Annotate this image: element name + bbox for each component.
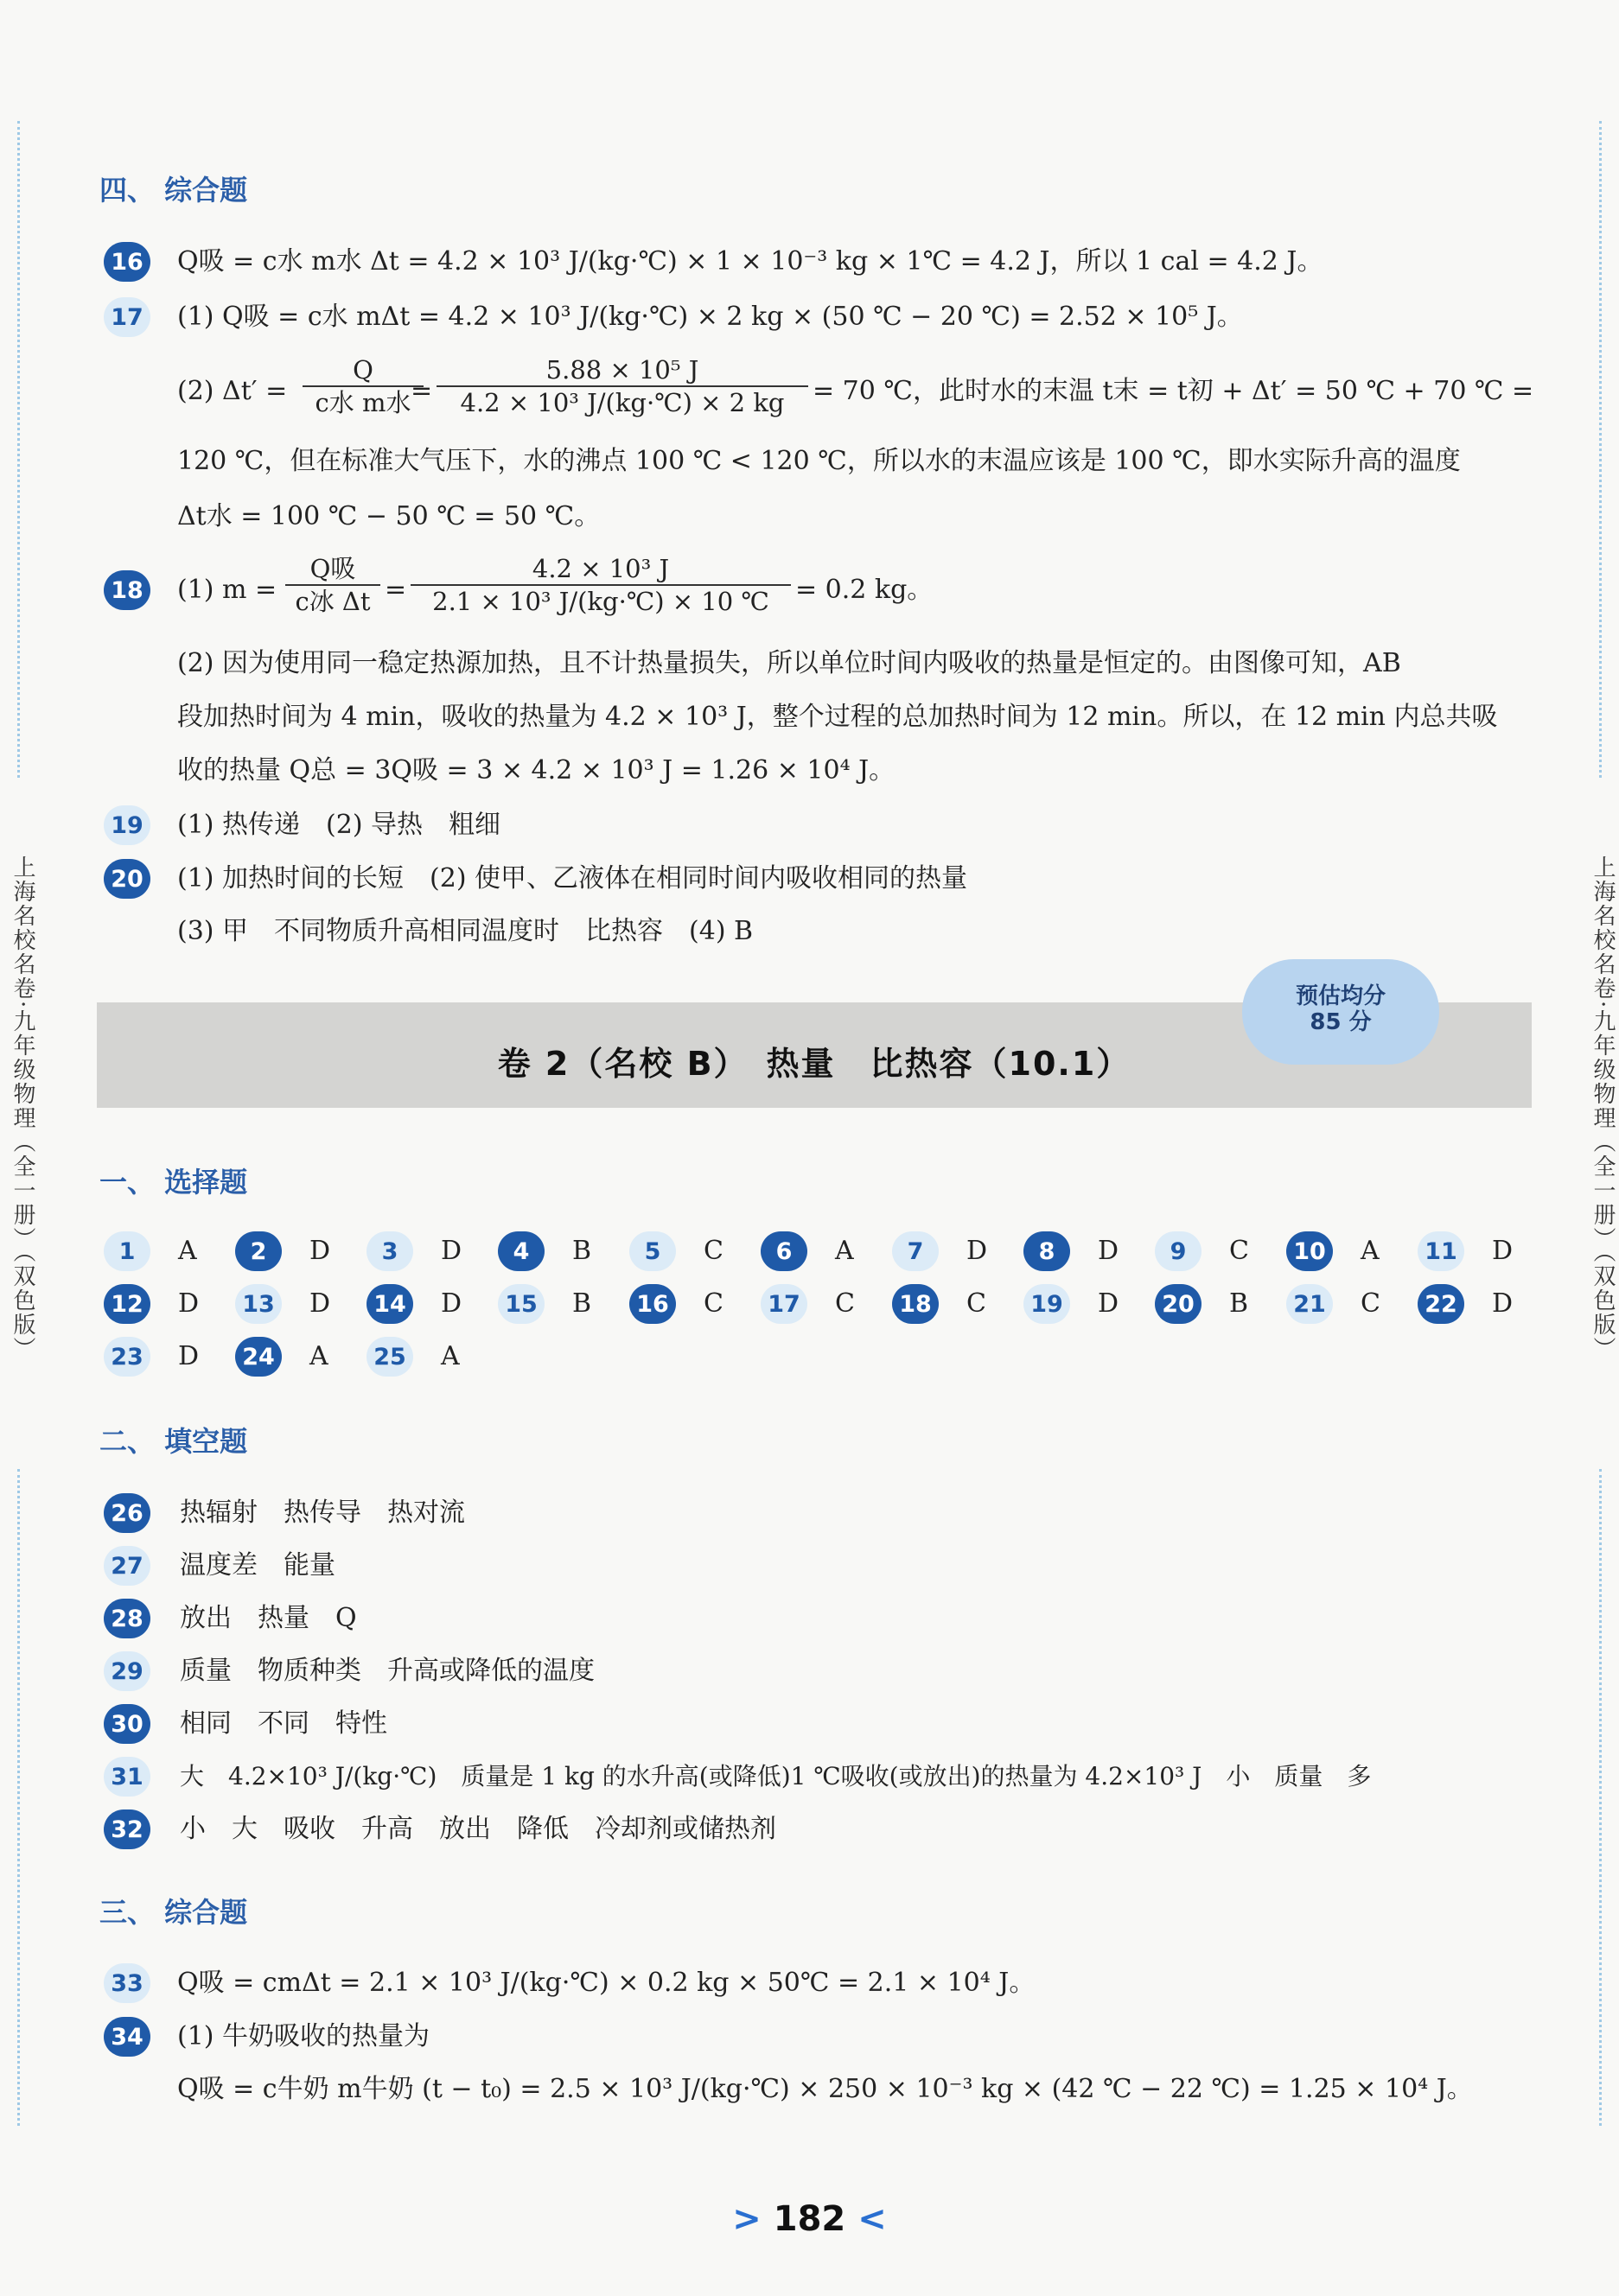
page-right-mark: < [857, 2199, 887, 2239]
fraction-numerator: Q吸 [285, 553, 380, 586]
section-3-title: 三、 综合题 [99, 1896, 248, 1929]
mc-question-25-badge: 25 [367, 1337, 413, 1377]
fill-question-29-answer: 质量 物质种类 升高或降低的温度 [180, 1656, 595, 1686]
question-16-badge: 16 [104, 242, 150, 282]
fill-question-26-badge: 26 [104, 1493, 150, 1533]
mc-question-11-badge: 11 [1418, 1231, 1464, 1271]
page-number [0, 2199, 1619, 2239]
fill-question-28-badge: 28 [104, 1599, 150, 1638]
mc-question-18-badge: 18 [892, 1284, 939, 1324]
question-17-equals: = [411, 376, 433, 406]
right-dotted-rule [1599, 121, 1602, 778]
fraction-numerator: 5.88 × 10⁵ J [437, 354, 808, 387]
question-20-line-1: (1) 加热时间的长短 (2) 使甲、乙液体在相同时间内吸收相同的热量 [177, 863, 968, 894]
fill-question-32-answer: 小 大 吸收 升高 放出 降低 冷却剂或储热剂 [180, 1814, 776, 1844]
fraction-denominator: c冰 Δt [295, 587, 371, 616]
page-left-mark: > [732, 2199, 762, 2239]
mc-question-19-badge: 19 [1023, 1284, 1070, 1324]
question-33-badge: 33 [104, 1963, 150, 2003]
mc-question-4-badge: 4 [498, 1231, 545, 1271]
question-16-answer: Q吸 = c水 m水 Δt = 4.2 × 10³ J/(kg·℃) × 1 × 10⁻³ kg × 1℃ = 4.2 J，所以 1 cal = 4.2 J。 [177, 246, 1323, 277]
mc-question-22-badge: 22 [1418, 1284, 1464, 1324]
section-4-title: 四、 综合题 [99, 174, 248, 207]
mc-question-8-answer: D [1098, 1236, 1119, 1266]
mc-question-14-badge: 14 [367, 1284, 413, 1324]
page-number-value: 182 [773, 2199, 846, 2239]
question-17-badge: 17 [104, 297, 150, 337]
mc-question-1-badge: 1 [104, 1231, 150, 1271]
mc-question-13-answer: D [309, 1288, 331, 1319]
mc-question-3-badge: 3 [367, 1231, 413, 1271]
fill-question-29-badge: 29 [104, 1651, 150, 1691]
fill-question-27-badge: 27 [104, 1546, 150, 1586]
fraction-numerator: 4.2 × 10³ J [411, 553, 791, 586]
mc-question-6-answer: A [835, 1236, 854, 1266]
mc-question-4-answer: B [572, 1236, 592, 1266]
mc-question-16-answer: C [704, 1288, 723, 1319]
question-33-answer: Q吸 = cmΔt = 2.1 × 10³ J/(kg·℃) × 0.2 kg × 50℃ = 2.1 × 10⁴ J。 [177, 1968, 1036, 1998]
mc-question-12-answer: D [178, 1288, 200, 1319]
section-2-title: 二、 填空题 [99, 1425, 248, 1458]
bubble-score: 85 分 [1310, 1009, 1372, 1035]
fill-question-28-answer: 放出 热量 Q [180, 1603, 357, 1633]
left-dotted-rule [17, 121, 20, 778]
mc-question-24-answer: A [309, 1341, 328, 1371]
question-18-tail: = 0.2 kg。 [795, 575, 934, 605]
mc-question-16-badge: 16 [629, 1284, 676, 1324]
mc-question-10-badge: 10 [1286, 1231, 1333, 1271]
mc-question-6-badge: 6 [761, 1231, 807, 1271]
question-18-part-2-line-2: 段加热时间为 4 min，吸收的热量为 4.2 × 10³ J，整个过程的总加热时间为 12 min。所以，在 12 min 内总共吸 [177, 702, 1498, 732]
mc-question-18-answer: C [966, 1288, 986, 1319]
mc-question-15-badge: 15 [498, 1284, 545, 1324]
mc-question-23-badge: 23 [104, 1337, 150, 1377]
left-dotted-rule-lower [17, 1469, 20, 2126]
fill-question-32-badge: 32 [104, 1809, 150, 1849]
question-17-part-2-tail: = 70 ℃，此时水的末温 t末 = t初 + Δt′ = 50 ℃ + 70 ℃ = [813, 376, 1534, 406]
question-18-part-2-line-3: 收的热量 Q总 = 3Q吸 = 3 × 4.2 × 10³ J = 1.26 × 10⁴ J。 [177, 755, 896, 785]
question-18-lead: (1) m = [177, 575, 277, 605]
mc-question-5-badge: 5 [629, 1231, 676, 1271]
mc-question-9-answer: C [1229, 1236, 1249, 1266]
mc-question-17-answer: C [835, 1288, 855, 1319]
fraction-denominator: 4.2 × 10³ J/(kg·℃) × 2 kg [460, 388, 785, 417]
question-17-fraction-1 [303, 354, 424, 418]
fill-question-26-answer: 热辐射 热传导 热对流 [180, 1498, 465, 1528]
right-dotted-rule-lower [1599, 1469, 1602, 2126]
mc-question-2-answer: D [309, 1236, 331, 1266]
fill-question-31-badge: 31 [104, 1757, 150, 1797]
mc-question-22-answer: D [1492, 1288, 1514, 1319]
mc-question-5-answer: C [704, 1236, 723, 1266]
mc-question-14-answer: D [441, 1288, 462, 1319]
question-18-fraction-1 [285, 553, 380, 617]
mc-question-9-badge: 9 [1155, 1231, 1202, 1271]
mc-question-13-badge: 13 [235, 1284, 282, 1324]
mc-question-12-badge: 12 [104, 1284, 150, 1324]
mc-question-2-badge: 2 [235, 1231, 282, 1271]
mc-question-7-answer: D [966, 1236, 988, 1266]
question-18-part-2-line-1: (2) 因为使用同一稳定热源加热，且不计热量损失，所以单位时间内吸收的热量是恒定的。由图像可知，AB [177, 648, 1401, 678]
mc-question-3-answer: D [441, 1236, 462, 1266]
fill-question-30-badge: 30 [104, 1704, 150, 1744]
mc-question-11-answer: D [1492, 1236, 1514, 1266]
question-34-line-1: (1) 牛奶吸收的热量为 [177, 2021, 430, 2051]
section-1-title: 一、 选择题 [99, 1166, 248, 1199]
mc-question-15-answer: B [572, 1288, 592, 1319]
mc-question-10-answer: A [1361, 1236, 1380, 1266]
question-18-fraction-2 [411, 553, 791, 617]
bubble-label: 预估均分 [1295, 983, 1386, 1009]
mc-question-7-badge: 7 [892, 1231, 939, 1271]
question-17-part-2-line-3: Δt水 = 100 ℃ − 50 ℃ = 50 ℃。 [177, 501, 601, 531]
question-17-part-1: (1) Q吸 = c水 mΔt = 4.2 × 10³ J/(kg·℃) × 2 kg × (50 ℃ − 20 ℃) = 2.52 × 10⁵ J。 [177, 302, 1243, 332]
fill-question-27-answer: 温度差 能量 [180, 1550, 335, 1580]
mc-question-21-badge: 21 [1286, 1284, 1333, 1324]
mc-question-25-answer: A [441, 1341, 460, 1371]
mc-question-1-answer: A [178, 1236, 197, 1266]
side-label-right: 上海名校名卷·九年级物理（全一册）（双色版） [1590, 855, 1616, 1362]
fill-question-30-answer: 相同 不同 特性 [180, 1708, 387, 1739]
mc-question-20-badge: 20 [1155, 1284, 1202, 1324]
fraction-denominator: 2.1 × 10³ J/(kg·℃) × 10 ℃ [432, 587, 769, 616]
question-34-badge: 34 [104, 2017, 150, 2057]
question-19-badge: 19 [104, 805, 150, 845]
question-17-part-2-lead: (2) Δt′ = [177, 376, 288, 406]
mc-question-17-badge: 17 [761, 1284, 807, 1324]
mc-question-20-answer: B [1229, 1288, 1249, 1319]
fraction-numerator: Q [303, 354, 424, 387]
question-17-part-2-line-2: 120 ℃，但在标准大气压下，水的沸点 100 ℃ < 120 ℃，所以水的末温应该是 100 ℃，即水实际升高的温度 [177, 446, 1461, 476]
side-label-left: 上海名校名卷·九年级物理（全一册）（双色版） [10, 855, 35, 1362]
mc-question-19-answer: D [1098, 1288, 1119, 1319]
question-18-equals: = [385, 575, 407, 605]
estimated-score-bubble [1242, 959, 1439, 1065]
question-17-fraction-2 [437, 354, 808, 418]
question-34-line-2: Q吸 = c牛奶 m牛奶 (t − t₀) = 2.5 × 10³ J/(kg·℃) × 250 × 10⁻³ kg × (42 ℃ − 22 ℃) = 1.25 × 10⁴ J。 [177, 2074, 1473, 2104]
mc-question-23-answer: D [178, 1341, 200, 1371]
question-20-badge: 20 [104, 859, 150, 899]
test-title: 卷 2（名校 B） 热量 比热容（10.1） [497, 1045, 1131, 1083]
question-19-answer: (1) 热传递 (2) 导热 粗细 [177, 810, 501, 840]
fill-question-31-answer: 大 4.2×10³ J/(kg·℃) 质量是 1 kg 的水升高(或降低)1 ℃吸收(或放出)的热量为 4.2×10³ J 小 质量 多 [180, 1762, 1372, 1790]
mc-question-8-badge: 8 [1023, 1231, 1070, 1271]
mc-question-21-answer: C [1361, 1288, 1380, 1319]
question-18-badge: 18 [104, 570, 150, 610]
question-20-line-2: (3) 甲 不同物质升高相同温度时 比热容 (4) B [177, 916, 754, 946]
mc-question-24-badge: 24 [235, 1337, 282, 1377]
fraction-denominator: c水 m水 [315, 388, 411, 417]
